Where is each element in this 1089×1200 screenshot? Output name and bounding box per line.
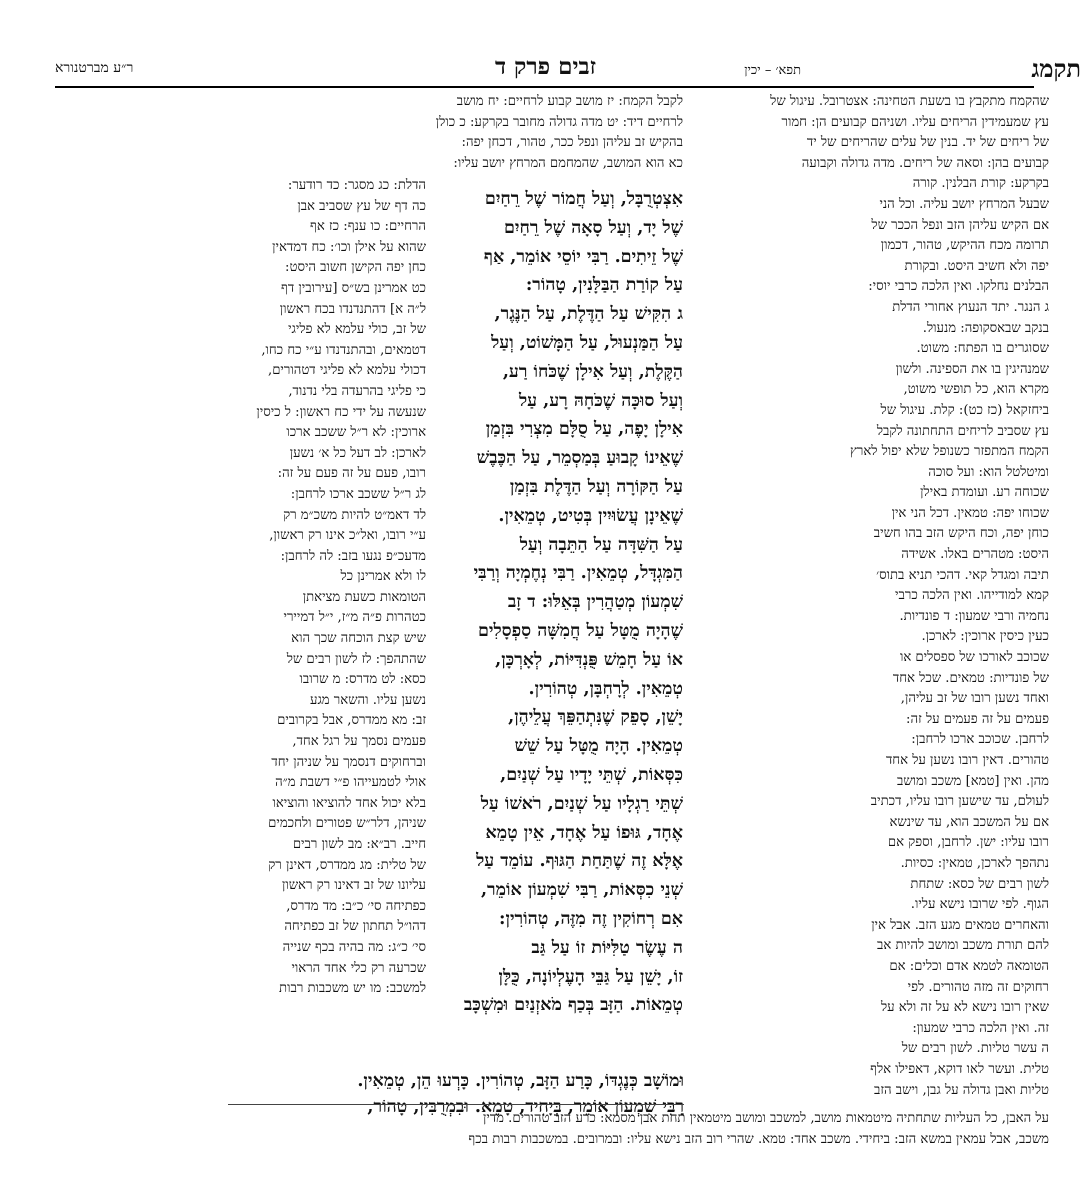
tiferet-line: שיש קצת הוכחה שכך הוא [291, 631, 426, 647]
bartenura-line: עץ שמעמידין הריחים עליו. ושניהם קבועים הן: חמור [781, 114, 1049, 130]
mishnah-line: שֶׁאֵינוֹ קָבוּעַ בְּמַסְמֵר, עַל הַכֶּבֶשׁ [476, 448, 683, 469]
tractate-chapter-title: זבים פרק ד [494, 53, 597, 80]
tiferet-top-line: לרחיים דיד: יט מדה גדולה מחובר בקרקע: כ כולן [435, 114, 683, 130]
bartenura-line: של פונדיות: טמאים. שכל אחד [892, 670, 1049, 686]
tiferet-line: סי׳ כ״ג: מה בהיה בכף שנייה [282, 939, 426, 955]
mishnah-line: עַל הַמַּנְעוּל, עַל הַמָּשׁוֹט, וְעַל [491, 332, 683, 353]
bartenura-line: טליות ואבן גדולה על גבן, וישב הזב [873, 1082, 1049, 1098]
mishnah-line: אוֹ עַל חָמֵשׁ פֻּנְדִּיּוֹת, לְאָרְכָּן, [495, 649, 683, 670]
tiferet-line: הטומאות כשעת מציאתן [302, 589, 426, 605]
tiferet-line: ע״י רובו, ואל״כ אינו רק ראשון, [269, 528, 426, 544]
tiferet-line: מדעכ״פ נגעו בזב: לה לרחבן: [280, 548, 426, 564]
tiferet-line: למשכב: מו יש משכבות רבות [279, 981, 426, 997]
tiferet-line: בלא יכול אחד להוציאו והוציאו [272, 795, 426, 811]
bartenura-line: לשון רבים של כסא: שתחת [910, 876, 1049, 892]
commentator-label: ר״ע מברטנורא [55, 60, 134, 76]
tiferet-line: של זב, כולי עלמא לא פליגי [288, 322, 426, 338]
bartenura-line: ומיטלטל הוא: ועל סוכה [928, 464, 1049, 480]
bartenura-line: אם על המשכב הוא, עד שינשא [889, 814, 1049, 830]
tiferet-line: עליונו של זב דאינו רק ראשון [281, 878, 426, 894]
bartenura-line: שסוגרים בו הפתח: משוט. [916, 341, 1049, 357]
bartenura-line: נחמיה ורבי שמעון: ד פונדיות. [899, 608, 1049, 624]
commentary-range-label: תפא׳ – יכין [744, 63, 801, 78]
tiferet-line: הדלת: כג מסגר: כד רודער: [287, 178, 426, 193]
tiferet-line: דהו״ל תחתון של זב כפתיחה [284, 919, 426, 935]
bartenura-line: והאחרים טמאים מגע הזב. אבל אין [871, 917, 1049, 933]
bartenura-line: הקמח המתפזר כשנופל שלא יפול לארץ [849, 444, 1049, 460]
footer-line: משכב, אבל עמאין במשא הזב: ביחידי. משכב אחד: טמא. שהרי רוב הזב נישא עליו: ובמרובים. במשכבות רבות בכף [468, 1132, 1049, 1147]
bartenura-line: מקרא הוא, כל תופשי משוט, [903, 382, 1049, 398]
tiferet-line: שהתהפך: לז לשון רבים של [286, 651, 426, 667]
bartenura-line: ג הנגר. יתד הנעוץ אחורי הדלת [892, 299, 1049, 315]
bartenura-line: הגוף. לפי שרובו נישא עליו. [910, 897, 1049, 913]
page-header [55, 52, 1081, 86]
tiferet-line: של טלית: מג ממדרס, דאינן רק [268, 857, 426, 873]
mishnah-line: יָשֵׁן, סָפֵק שֶׁנִּתְהַפֵּךְ עֲלֵיהֶן, [508, 707, 683, 728]
mishnah-line: אֶחָד, גּוּפוֹ עַל אֶחָד, אֵין טָמֵא [485, 822, 683, 843]
mishnah-line: שֶׁאֵינָן עֲשׂוּיִין בְּטִיט, טְמֵאִין. [498, 505, 683, 526]
bartenura-line: תרומה מכח ההיקש, טהור, דכמון [880, 238, 1049, 254]
bartenura-line: היסט: מטהרים באלו. אשידה [901, 547, 1049, 563]
bartenura-line: כעין כיסין ארוכין: לארכן. [921, 629, 1049, 645]
bartenura-commentary [770, 92, 1049, 1101]
mishnah-line: טְמֵאוֹת. הַזָּב בְּכַף מֹאזְנַיִם וּמִשְׁכָּב [463, 995, 683, 1016]
tiferet-line: שהוא על אילן וכו׳: כח דמדאין [272, 239, 426, 255]
tiferet-line: כי פליגי בהרעדה בלי נדנוד, [288, 383, 426, 399]
bartenura-line: לרחבן. שכוכב ארכו לרחבן: [911, 732, 1049, 748]
tiferet-yisrael-commentary [228, 176, 426, 1000]
bartenura-line: של ריחים של יד. בנין של עלים שהריחים של יד [806, 135, 1049, 151]
bartenura-line: מהן. ואין [טמא] משכב ומושב [896, 773, 1049, 789]
bartenura-line: נתהפך לארכן, טמאין: כסיות. [900, 855, 1049, 871]
tiferet-line: כסא: לט מדרס: מ שרובו [299, 672, 426, 688]
tiferet-line: לו ולא אמרינן כל [340, 569, 426, 585]
tiferet-top-block [435, 92, 683, 174]
mishnah-line: עַל קוֹרַת הַבַּלָּנִין, טָהוֹר: [525, 275, 683, 296]
mishnah-line: אֶלָּא זֶה שֶׁתַּחַת הַגּוּף. עוֹמֵד עַל [476, 851, 683, 872]
bartenura-line: להם תורת משכב ומושב להיות אב [877, 938, 1049, 954]
mishnah-line: אִצְטְרֻבָּל, וְעַל חֲמוֹר שֶׁל רֵחַיִם [484, 189, 683, 209]
mishnah-line: רַבִּי שִׁמְעוֹן אוֹמֵר, בְּיָחִיד, טָמֵא. וּבִמְרֻבִּין, טָהוֹר, [367, 1097, 684, 1117]
mishnah-line: שְׁנֵי כִסְּאוֹת, רַבִּי שִׁמְעוֹן אוֹמֵר, [480, 880, 683, 901]
tiferet-line: ארוכין: לא ר״ל ששכב ארכו [286, 425, 426, 441]
header-rule [55, 86, 1034, 88]
mishnah-line: שֶׁהָיָה מֻטָּל עַל חֲמִשָּׁה סַפְסָלִים [477, 620, 683, 641]
tiferet-line: כפתיחה סי׳ כ״ב: מד מדרס, [286, 898, 426, 914]
tiferet-line: לג ר״ל ששכב ארכו לרחבן: [290, 486, 426, 502]
bartenura-line: הבלנים נחלקו. ואין הלכה כרבי יוסי: [868, 279, 1049, 295]
footer-rule [228, 1104, 684, 1105]
tiferet-line: זב: מא ממדרס, אבל בקרובים [277, 713, 426, 729]
mishnah-line: שְׁתֵּי רַגְלָיו עַל שְׁנַיִם, רֹאשׁוֹ עַל [480, 793, 683, 814]
mishnah-line: אִילָן יָפֶה, עַל סֻלָּם מִצְרִי בִּזְמַן [485, 419, 683, 440]
tiferet-line: חייב. רב״א: מב לשון רבים [292, 837, 426, 852]
tiferet-line: שניהן, דלר״ש פטורים ולחכמים [268, 816, 426, 832]
bartenura-line: שכוחה רע. ועומדת באילן [920, 485, 1049, 501]
tiferet-line: פעמים נסמך על רגל אחד, [292, 734, 426, 750]
footer-line: על האבן, כל העליות שתחתיה מיטמאות מושב, למשכב ומושב מיטמאין תחת אבן מסמא: כרע הזב טהורים. מדין [483, 1111, 1049, 1126]
folio-number: תקמג [1031, 54, 1081, 83]
mishnah-line: אִם רְחוֹקִין זֶה מִזֶּה, טְהוֹרִין: [499, 908, 683, 929]
bartenura-line: אם הקיש עליהן הזב ונפל הככר של [871, 217, 1049, 233]
bartenura-line: בנקב שבאסקופה: מנעול. [922, 320, 1049, 336]
mishnah-line: עַל הַקּוֹרָה וְעַל הַדֶּלֶת בִּזְמַן [509, 476, 683, 497]
tiferet-top-line: כא הוא המושב, שהמחמם המרחץ יושב עליו: [453, 155, 683, 171]
bartenura-line: שכוחו יפה: טמאין. דכל הני אין [891, 505, 1049, 521]
tiferet-line: ל״ה א] דהתנדנדו בכח ראשון [279, 301, 426, 317]
mishnah-line: טְמֵאִין. לְרָחְבָּן, טְהוֹרִין. [528, 678, 683, 699]
mishnah-text [438, 185, 683, 1020]
bartenura-line: קבועים בהן: וסאה של ריחים. מדה גדולה וקבועה [801, 155, 1049, 171]
mishnah-line: ג הִקִּישׁ עַל הַדֶּלֶת, עַל הַנֶּגֶר, [494, 304, 683, 325]
tiferet-line: כחן יפה הקישן חשוב היסט: [285, 260, 426, 276]
tiferet-line: וברחוקים דנסמך על שניהן יחד [271, 754, 426, 770]
mishnah-line: טְמֵאִין. הָיָה מֻטָּל עַל שֵׁשׁ [514, 736, 683, 757]
mishnah-line: וּמוֹשָׁב כְּנֶגְדּוֹ, כָּרַע הַזָּב, טְהוֹרִין. כָּרְעוּ הֵן, טְמֵאִין. [357, 1071, 684, 1091]
mishnah-line: ה עֶשֶׂר טַלִּיּוֹת זוֹ עַל גַּב [531, 937, 683, 958]
bartenura-line: זה. ואין הלכה כרבי שמעון: [912, 1020, 1049, 1036]
mishnah-line: וְעַל סוּכָּה שֶׁכֹּחָהּ רָע, עַל [518, 390, 683, 411]
mishnah-line: שֶׁל זֵיתִים. רַבִּי יוֹסֵי אוֹמֵר, אַף [483, 246, 683, 267]
bartenura-line: לעולם, עד שישען רובו עליו, דכתיב [870, 794, 1049, 810]
tiferet-top-line: בהקיש זב עליהן ונפל ככר, טהור, דכחן יפה: [461, 135, 683, 151]
bartenura-line: טלית. ועשר לאו דוקא, דאפילו אלף [870, 1061, 1049, 1077]
tiferet-top-line: לקבל הקמח: יז מושב קבוע לרחיים: יח מושב [456, 94, 683, 109]
tiferet-line: שנעשה על ידי כח ראשון: ל כיסין [256, 404, 426, 420]
bartenura-line: ואחד נשען רובו של זב עליהן, [900, 691, 1049, 707]
bartenura-line: ה עשר טליות. לשון רבים של [901, 1041, 1049, 1057]
bartenura-line: בקרקע: קורת הבלנין. קורה [912, 176, 1049, 192]
mishnah-line: עַל הַשִּׁדָּה עַל הַתֵּבָה וְעַל [519, 534, 683, 555]
bartenura-line: רובו עליו: ישן. לרחבן, וספק אם [887, 835, 1049, 851]
bartenura-line: קמא למודייהו. ואין הלכה כרבי [895, 588, 1049, 604]
bartenura-line: שהקמח מתקבץ בו בשעת הטחינה: אצטרובל. עיגול של [770, 94, 1049, 109]
tiferet-line: אולי לטמעייהו פ״י דשבת מ״ה [275, 775, 426, 791]
bartenura-line: רחוקים זה מזה טהורים. לפי [907, 979, 1049, 995]
tiferet-line: כט אמרינן בש״ס [עירובין דף [281, 280, 426, 296]
mishnah-line: שֶׁל יָד, וְעַל סָאָה שֶׁל רֵחַיִם [504, 217, 683, 238]
tiferet-line: רובו, פעם על זה פעם על זה: [277, 466, 426, 482]
bartenura-line: ביחזקאל (כז כט): קלת. עיגול של [880, 402, 1049, 418]
mishnah-line: שִׁמְעוֹן מְטַהֲרִין בְּאֵלּוּ: ד זָב [507, 592, 683, 613]
mishnah-line: הַמִּגְדָּל, טְמֵאִין. רַבִּי נְחֶמְיָה וְרַבִּי [473, 563, 683, 584]
bartenura-line: פעמים על זה פעמים על זה: [906, 711, 1049, 727]
tiferet-line: שכרעה רק כלי אחד הראוי [291, 960, 426, 976]
bartenura-line: תיבה ומגדל קאי. דהכי תניא בתוס׳ [876, 567, 1049, 583]
bartenura-line: כוחן יפה, וכח היקש הזב בהו חשיב [873, 526, 1049, 542]
bartenura-line: שאין רובו נישא לא על זה ולא על [880, 1000, 1049, 1016]
bartenura-line: עץ שסביב לריחים התחתונה לקבל [876, 423, 1049, 439]
tiferet-line: הרחיים: כו ענף: כז אף [310, 219, 426, 235]
bartenura-line: שמנהיגין בו את הספינה. ולשון [895, 361, 1049, 377]
mishnah-line: זוֹ, יָשֵׁן עַל גַּבֵּי הָעֶלְיוֹנָה, כֻּלָּן [498, 966, 683, 987]
tiferet-line: לד דאמ״ט להיות משכ״מ רק [283, 507, 426, 523]
tiferet-line: דכולי עלמא לא פליגי דטהורים, [268, 363, 426, 379]
tiferet-line: דטמאים, ובהתנדנדו ע״י כח כחו, [261, 342, 426, 358]
tiferet-line: כטהרות פ״ה מ״ז, י״ל דמיירי [283, 610, 426, 626]
bartenura-line: שכוכב לאורכו של ספסלים או [899, 650, 1049, 666]
bartenura-line: יפה ולא חשיב היסט. ובקורת [904, 258, 1049, 274]
mishnah-line: כִּסְּאוֹת, שְׁתֵּי יָדָיו עַל שְׁנַיִם, [500, 764, 683, 785]
bartenura-footer [40, 1108, 1049, 1150]
tiferet-line: לארכן: לב דעל כל א׳ נשען [289, 445, 426, 461]
mishnah-line: הַקֶּלֶת, וְעַל אִילָן שֶׁכֹּחוֹ רַע, [502, 361, 683, 382]
bartenura-line: שבעל המרחץ יושב עליה. וכל הני [879, 196, 1049, 212]
tiferet-line: כה דף של עץ שסביב אבן [297, 198, 426, 214]
bartenura-line: טהורים. דאין רובו נשען על אחד [885, 753, 1049, 768]
bartenura-line: הטומאה לטמא אדם וכלים: אם [889, 958, 1049, 974]
tiferet-line: נשען עליו. והשאר מגע [309, 692, 426, 708]
